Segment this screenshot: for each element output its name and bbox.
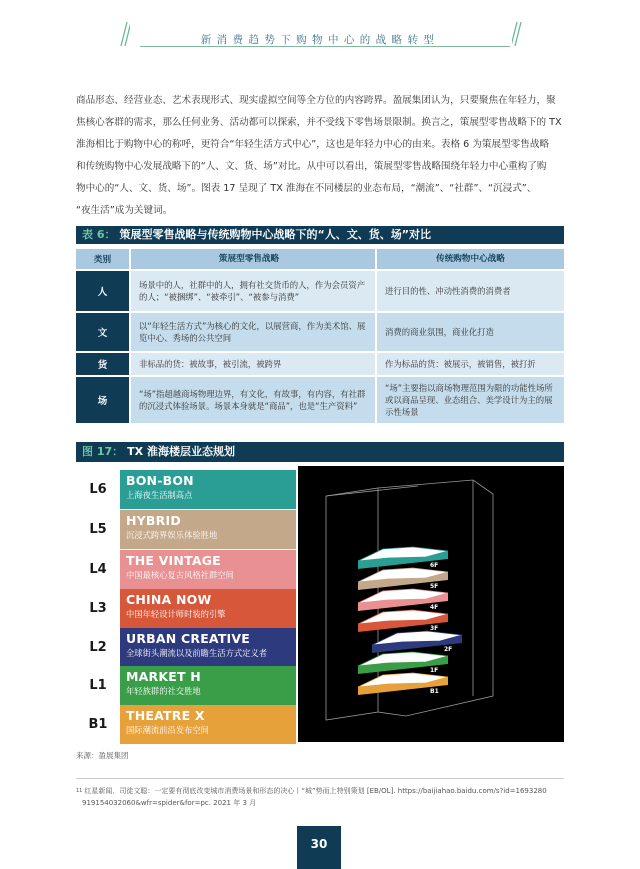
row-curated: 以“年轻生活方式”为核心的文化，以展营商，作为美术馆、展览中心、秀场的公共空间 — [131, 313, 375, 351]
table-title: 策展型零售战略与传统购物中心战略下的“人、文、货、场”对比 — [119, 228, 431, 241]
floor-slab-label: 5F — [430, 583, 439, 590]
row-traditional: 作为标品的货：被展示，被销售，被打折 — [377, 353, 564, 375]
floor-slab-label: 4F — [430, 604, 439, 611]
floor-level: L3 — [89, 601, 107, 616]
row-traditional: 进行目的性、冲动性消费的消费者 — [377, 271, 564, 311]
page-header — [0, 0, 640, 64]
figure-label: 图 17： — [82, 445, 124, 458]
table-label: 表 6： — [82, 228, 116, 241]
floor-block — [120, 550, 296, 589]
table-header-row — [76, 249, 564, 269]
floor-desc: 上海夜生活制高点 — [126, 490, 193, 500]
footnote-line: 919154032060&wfr=spider&for=pc. 2021 年 3 月 — [82, 799, 257, 807]
footnote-number: 11 — [76, 788, 83, 794]
floor-block — [120, 470, 296, 509]
floor-slab-label: 2F — [444, 646, 453, 653]
floor-level: L5 — [89, 522, 107, 537]
header-traditional: 传统购物中心战略 — [377, 249, 564, 269]
floor-desc: 全球街头潮流以及前瞻生活方式定义者 — [126, 648, 268, 658]
header-title: 新消费趋势下购物中心的战略转型 — [200, 34, 440, 46]
floor-level: B1 — [88, 717, 108, 732]
floor-block — [120, 705, 296, 744]
floor-level: L4 — [89, 562, 107, 577]
floor-level: L1 — [89, 678, 107, 693]
floor-row — [76, 666, 296, 705]
floor-block — [120, 666, 296, 705]
body-line: 焦核心客群的需求，那么任何业务、活动都可以探索，并不受线下零售场景限制。换言之，策展型零售战略下的 TX — [76, 117, 562, 128]
row-category: 人 — [76, 271, 129, 311]
table-row — [76, 271, 564, 311]
source-note: 来源：盈展集团 — [76, 751, 129, 760]
body-paragraph — [76, 90, 566, 222]
floor-row — [76, 628, 296, 667]
header-rule — [140, 46, 510, 47]
floor-name: HYBRID — [126, 513, 181, 528]
slash-decoration-icon — [512, 22, 524, 46]
row-curated: 场景中的人，社群中的人，拥有社交货币的人，作为会员资产的人；“被捆绑”、“被牵引”、“被参与消费” — [131, 271, 375, 311]
body-line: 物中心的“人、文、货、场”。图表 17 呈现了 TX 淮海在不同楼层的业态布局，“潮流”、“社群”、“沉浸式”、 — [76, 183, 537, 194]
floor-desc: 中国年轻设计师时装的引擎 — [126, 609, 226, 619]
footnote — [76, 785, 564, 809]
table-row — [76, 313, 564, 351]
floor-row — [76, 470, 296, 509]
header-curated: 策展型零售战略 — [131, 249, 375, 269]
table-row — [76, 353, 564, 375]
row-traditional: “场”主要指以商场物理范围为限的功能性场所或以商品呈现、业态组合、美学设计为主的展示性场景 — [377, 377, 564, 423]
floor-row — [76, 550, 296, 589]
row-curated: 非标品的货：被故事，被引流，被跨界 — [131, 353, 375, 375]
floor-slab-label: 3F — [430, 625, 439, 632]
floor-slab-label: B1 — [430, 688, 439, 695]
floor-name: BON-BON — [126, 473, 194, 488]
floor-block — [120, 589, 296, 628]
floor-row — [76, 589, 296, 628]
body-line: 和传统购物中心发展战略下的“人、文、货、场”对比。从中可以看出，策展型零售战略围绕年轻力中心重构了购 — [76, 161, 547, 172]
floor-desc: 沉浸式跨界娱乐体验胜地 — [126, 530, 218, 540]
footnote-rule — [76, 778, 564, 779]
floor-block — [120, 510, 296, 549]
floor-plan-figure — [76, 466, 564, 742]
body-line: “夜生活”成为关键词。 — [76, 205, 173, 216]
floor-name: MARKET H — [126, 669, 201, 684]
body-line: 淮海相比于购物中心的称呼，更符合“年轻生活方式中心”，这也是年轻力中心的由来。表格 6 为策展型零售战略 — [76, 139, 550, 150]
floor-row — [76, 510, 296, 549]
table-row — [76, 377, 564, 423]
header-category: 类别 — [76, 249, 129, 269]
comparison-table — [76, 249, 564, 425]
floor-desc: 国际潮流前沿发布空间 — [126, 725, 209, 735]
floor-row — [76, 705, 296, 744]
row-category: 场 — [76, 377, 129, 423]
row-traditional: 消费的商业氛围，商业化打造 — [377, 313, 564, 351]
floor-slab-label: 1F — [430, 667, 439, 674]
building-diagram — [298, 466, 564, 742]
row-curated: “场”指超越商场物理边界，有文化，有故事，有内容，有社群的沉浸式体验场景。场景本身就是“商品”，也是“生产资料” — [131, 377, 375, 423]
floor-desc: 年轻族群的社交胜地 — [126, 686, 201, 696]
floor-name: THEATRE X — [126, 708, 205, 723]
floor-name: CHINA NOW — [126, 592, 212, 607]
body-line: 商品形态、经营业态、艺术表现形式、现实虚拟空间等全方位的内容跨界。盈展集团认为，只要聚焦在年轻力，聚 — [76, 95, 556, 106]
figure-title-bar — [76, 442, 564, 462]
page-number: 30 — [297, 826, 341, 869]
floor-level: L6 — [89, 482, 107, 497]
table-title-bar — [76, 226, 564, 244]
floor-block — [120, 628, 296, 667]
figure-title: TX 淮海楼层业态规划 — [127, 445, 235, 458]
row-category: 货 — [76, 353, 129, 375]
floor-slab-label: 6F — [430, 562, 439, 569]
floor-name: THE VINTAGE — [126, 553, 221, 568]
floor-desc: 中国最核心复古风格社群空间 — [126, 570, 234, 580]
footnote-line: 红星新闻．司徒文聪：一定要有彻底改变城市消费场景和形态的决心丨“城”势而上特别策划 [EB/OL]. https://baijiahao.baidu.com/s?id=1693280 — [84, 787, 547, 795]
floor-level: L2 — [89, 640, 107, 655]
row-category: 文 — [76, 313, 129, 351]
floor-name: URBAN CREATIVE — [126, 631, 251, 646]
